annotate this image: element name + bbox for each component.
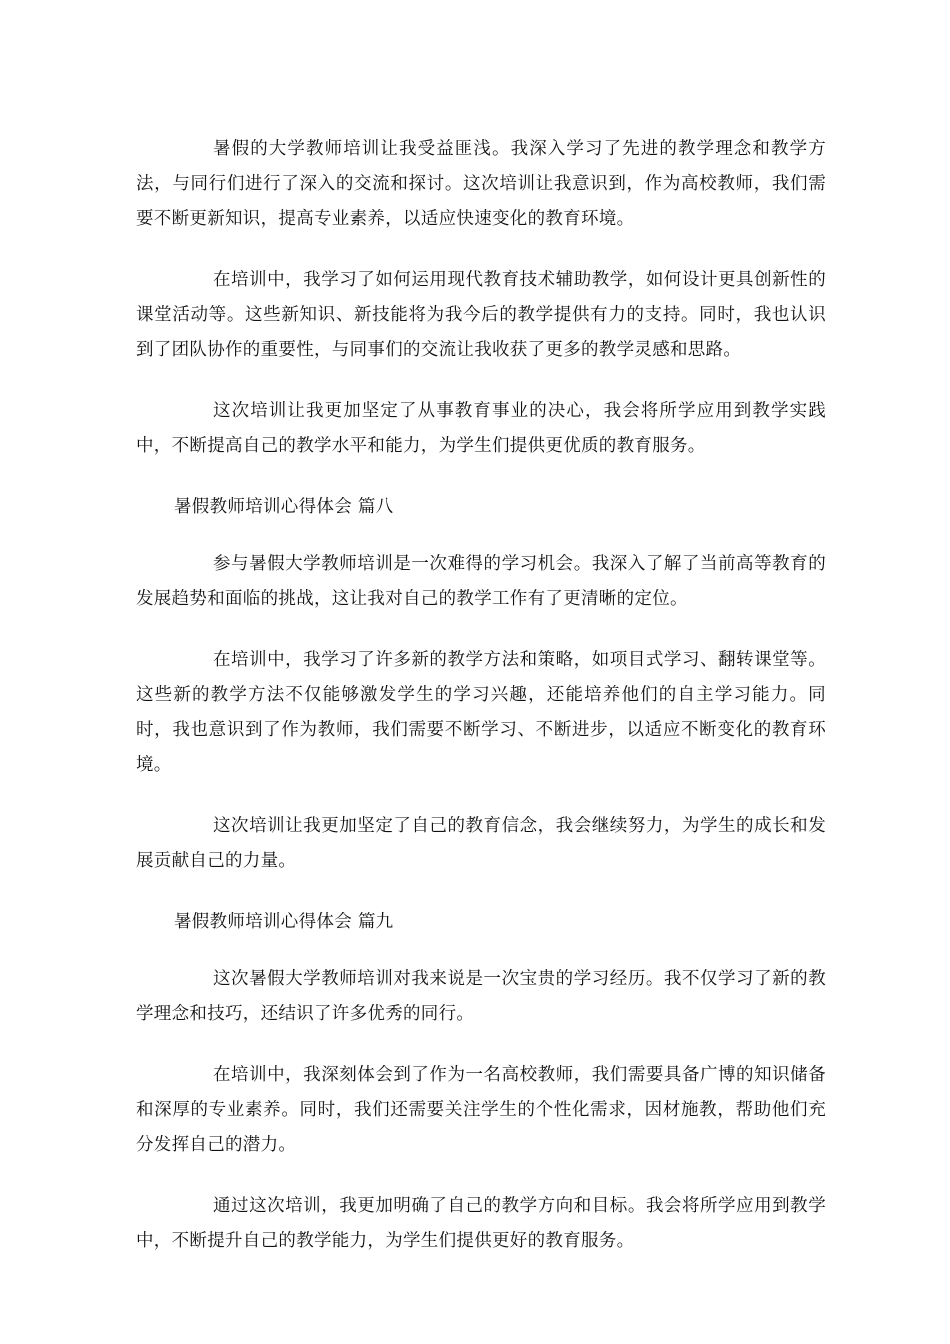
paragraph: 这次暑假大学教师培训对我来说是一次宝贵的学习经历。我不仅学习了新的教学理念和技巧，还结识了许多优秀的同行。	[136, 969, 826, 1024]
paragraph: 在培训中，我学习了许多新的教学方法和策略，如项目式学习、翻转课堂等。这些新的教学方法不仅能够激发学生的学习兴趣，还能培养他们的自主学习能力。同时，我也意识到了作为教师，我们需要不断学习、不断进步，以适应不断变化的教育环境。	[136, 650, 826, 775]
section-heading: 暑假教师培训心得体会 篇九	[174, 912, 394, 932]
paragraph: 这次培训让我更加坚定了从事教育事业的决心，我会将所学应用到教学实践中，不断提高自己的教学水平和能力，为学生们提供更优质的教育服务。	[136, 401, 826, 456]
paragraph: 暑假的大学教师培训让我受益匪浅。我深入学习了先进的教学理念和教学方法，与同行们进行了深入的交流和探讨。这次培训让我意识到，作为高校教师，我们需要不断更新知识，提高专业素养，以适应快速变化的教育环境。	[136, 139, 826, 229]
paragraph: 在培训中，我学习了如何运用现代教育技术辅助教学，如何设计更具创新性的课堂活动等。这些新知识、新技能将为我今后的教学提供有力的支持。同时，我也认识到了团队协作的重要性，与同事们的交流让我收获了更多的教学灵感和思路。	[136, 270, 826, 360]
paragraph: 这次培训让我更加坚定了自己的教育信念，我会继续努力，为学生的成长和发展贡献自己的力量。	[136, 816, 826, 871]
paragraph: 参与暑假大学教师培训是一次难得的学习机会。我深入了解了当前高等教育的发展趋势和面临的挑战，这让我对自己的教学工作有了更清晰的定位。	[136, 554, 826, 609]
paragraph: 在培训中，我深刻体会到了作为一名高校教师，我们需要具备广博的知识储备和深厚的专业素养。同时，我们还需要关注学生的个性化需求，因材施教，帮助他们充分发挥自己的潜力。	[136, 1065, 826, 1155]
paragraph: 通过这次培训，我更加明确了自己的教学方向和目标。我会将所学应用到教学中，不断提升自己的教学能力，为学生们提供更好的教育服务。	[136, 1196, 826, 1251]
document-body	[136, 132, 826, 1285]
section-heading: 暑假教师培训心得体会 篇八	[174, 497, 394, 517]
